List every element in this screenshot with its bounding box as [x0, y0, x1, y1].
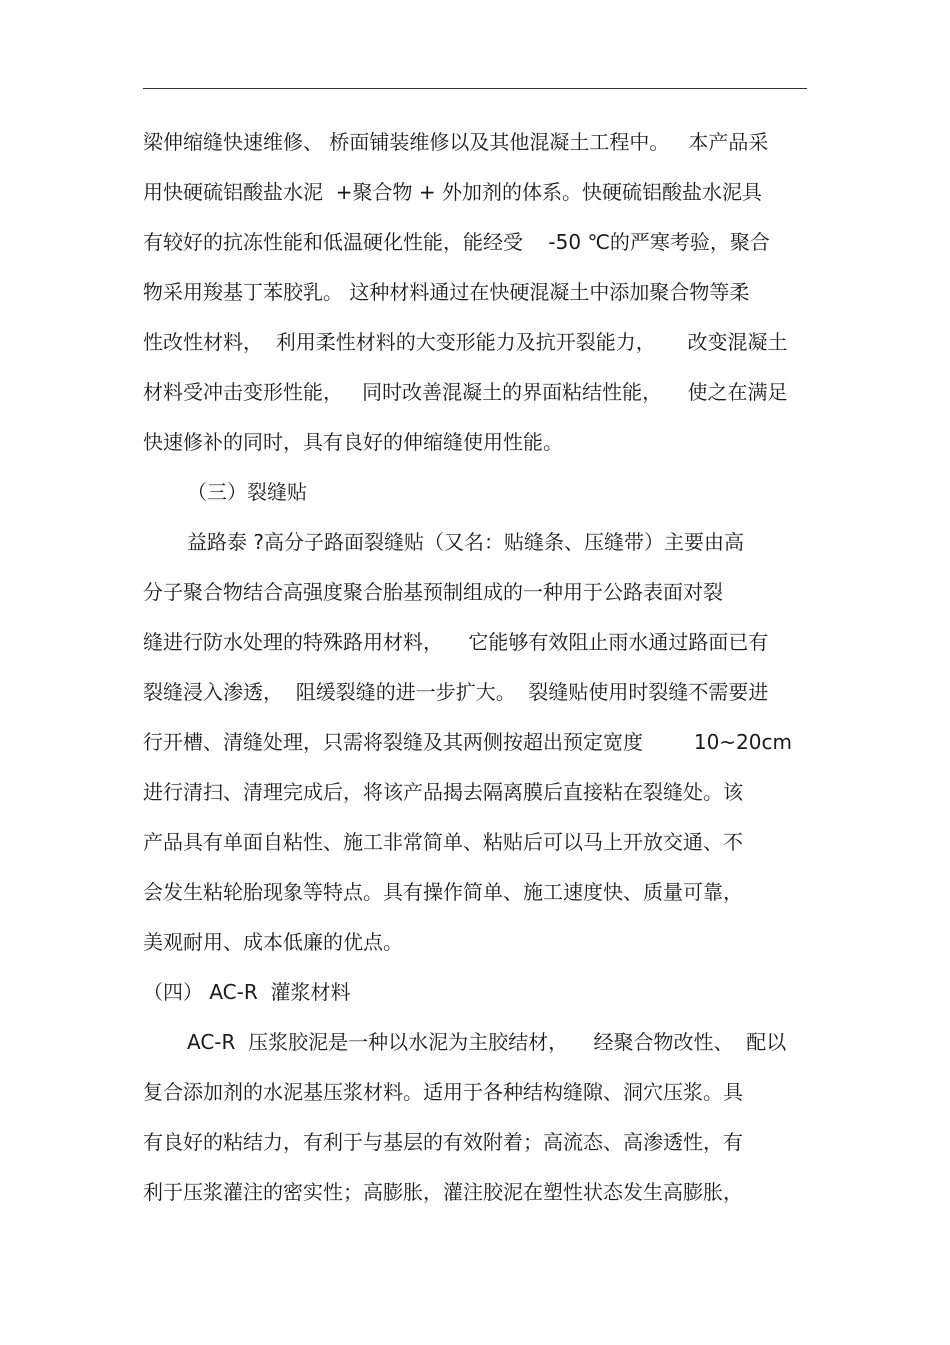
body-line: 利于压浆灌注的密实性；高膨胀，灌注胶泥在塑性状态发生高膨胀， — [143, 1180, 743, 1204]
body-line: 益路泰 ?高分子路面裂缝贴（又名：贴缝条、压缝带）主要由高 — [187, 530, 744, 554]
body-line: 美观耐用、成本低廉的优点。 — [143, 930, 403, 954]
body-line: 产品具有单面自粘性、施工非常简单、粘贴后可以马上开放交通、不 — [143, 830, 743, 854]
body-line: 性改性材料， 利用柔性材料的大变形能力及抗开裂能力， 改变混凝土 — [143, 330, 788, 354]
body-line: 裂缝浸入渗透， 阻缓裂缝的进一步扩大。 裂缝贴使用时裂缝不需要进 — [143, 680, 769, 704]
body-line: 用快硬硫铝酸盐水泥 +聚合物 + 外加剂的体系。快硬硫铝酸盐水泥具 — [143, 180, 762, 204]
body-line: 材料受冲击变形性能， 同时改善混凝土的界面粘结性能， 使之在满足 — [143, 380, 788, 404]
section-heading: （三）裂缝贴 — [187, 480, 307, 504]
body-line: 分子聚合物结合高强度聚合胎基预制组成的一种用于公路表面对裂 — [143, 580, 723, 604]
body-line: 有良好的粘结力，有利于与基层的有效附着；高流态、高渗透性，有 — [143, 1130, 743, 1154]
body-line: 行开槽、清缝处理，只需将裂缝及其两侧按超出预定宽度 10~20cm — [143, 730, 792, 754]
body-line: 有较好的抗冻性能和低温硬化性能，能经受 -50 ℃的严寒考验，聚合 — [143, 230, 770, 254]
section-heading: （四） AC-R 灌浆材料 — [143, 980, 351, 1004]
body-line: 缝进行防水处理的特殊路用材料， 它能够有效阻止雨水通过路面已有 — [143, 630, 769, 654]
body-line: 进行清扫、清理完成后，将该产品揭去隔离膜后直接粘在裂缝处。该 — [143, 780, 743, 804]
body-line: AC-R 压浆胶泥是一种以水泥为主胶结材， 经聚合物改性、 配以 — [187, 1030, 787, 1054]
body-line: 物采用羧基丁苯胶乳。 这种材料通过在快硬混凝土中添加聚合物等柔 — [143, 280, 750, 304]
body-line: 快速修补的同时，具有良好的伸缩缝使用性能。 — [143, 430, 563, 454]
body-line: 梁伸缩缝快速维修、 桥面铺装维修以及其他混凝土工程中。 本产品采 — [143, 130, 769, 154]
body-line: 会发生粘轮胎现象等特点。具有操作简单、施工速度快、质量可靠， — [143, 880, 743, 904]
header-rule — [143, 88, 807, 89]
body-line: 复合添加剂的水泥基压浆材料。适用于各种结构缝隙、洞穴压浆。具 — [143, 1080, 743, 1104]
